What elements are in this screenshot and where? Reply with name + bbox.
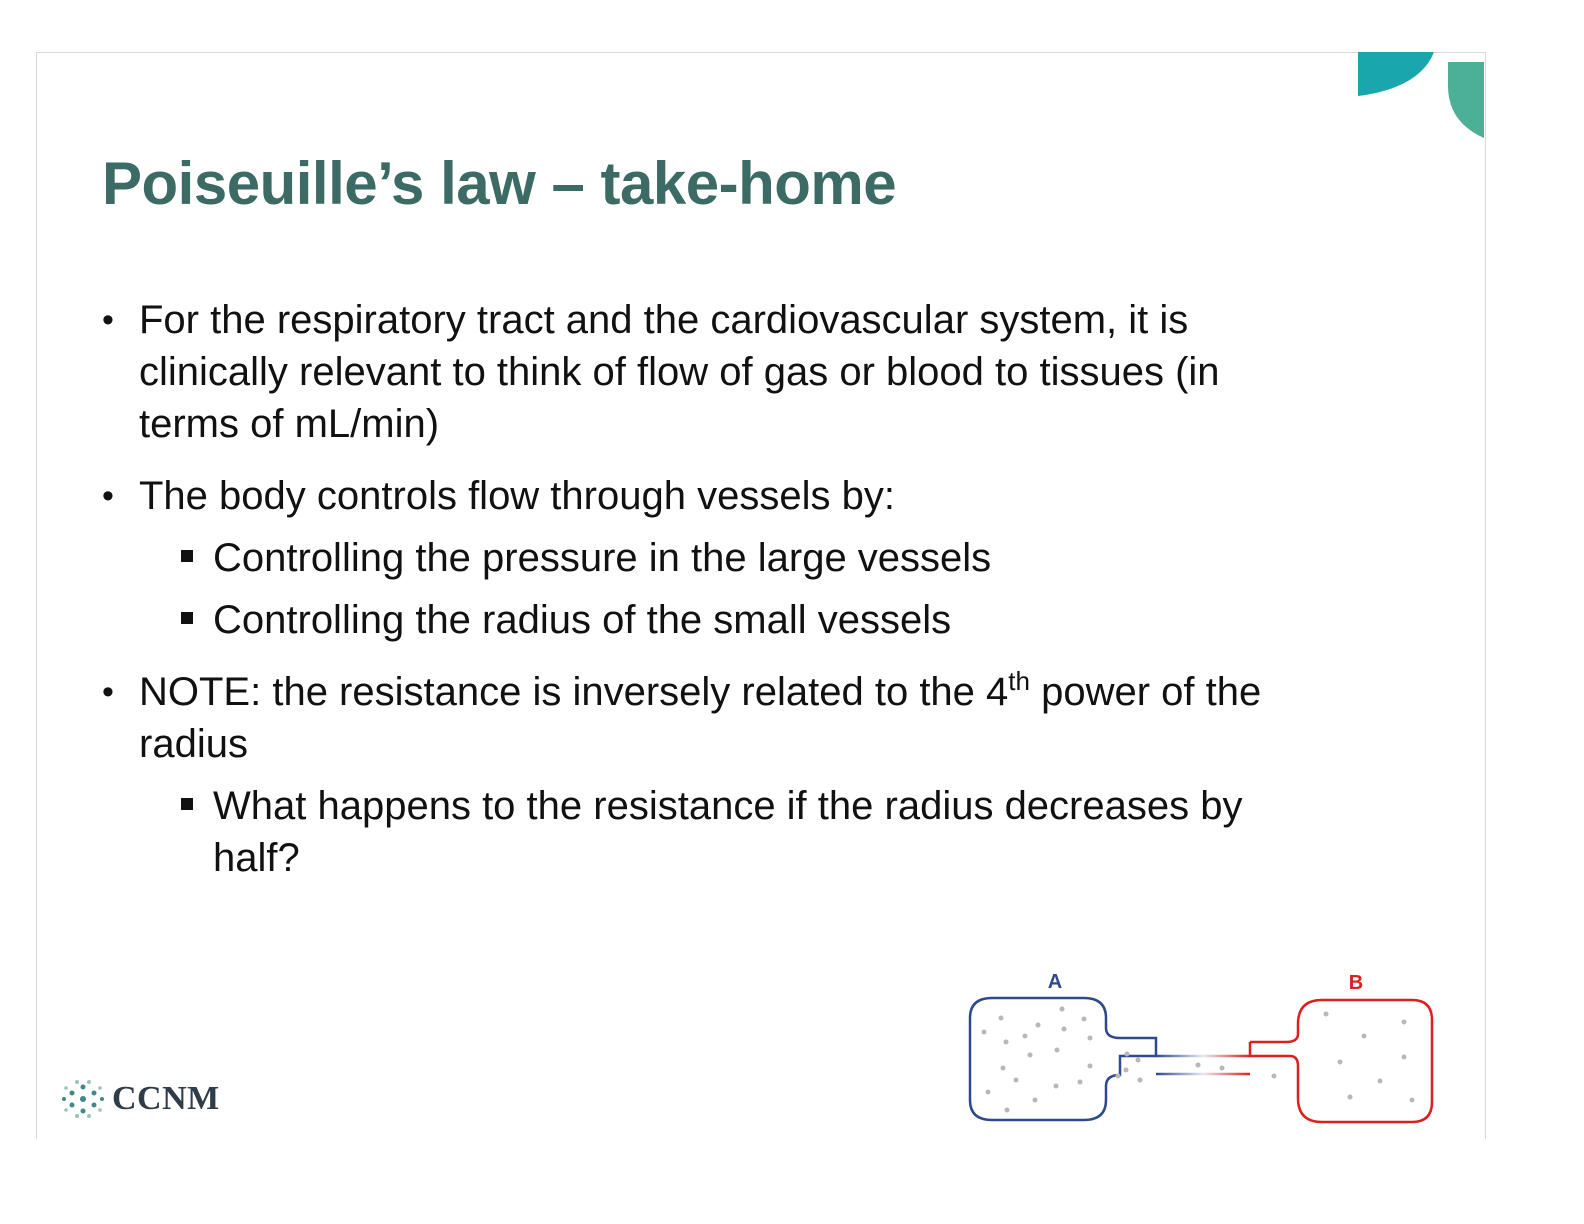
bullet-list: [102, 294, 1322, 904]
sub-bullet-item: [139, 780, 1322, 884]
ccnm-logo: [60, 1078, 220, 1120]
sub-bullet-item: [139, 532, 1322, 584]
bullet-text: For the respiratory tract and the cardiovascular system, it is clinically relevant to think of flow of gas or blood to tissues (in terms of mL/min): [139, 298, 1220, 446]
sub-bullet-text: Controlling the radius of the small vessels: [213, 598, 952, 642]
bullet-dot-icon: •: [102, 673, 114, 711]
bullet-dot-icon: •: [102, 477, 114, 515]
slide-title: Poiseuille’s law – take-home: [102, 150, 897, 217]
bullet-item: [102, 294, 1322, 450]
bullet-text-part: NOTE: the resistance is inversely related to the 4: [139, 670, 1009, 714]
ccnm-cluster-icon: [60, 1078, 106, 1120]
label-a: A: [1047, 971, 1063, 993]
superscript: th: [1008, 666, 1030, 696]
bullet-dot-icon: •: [102, 301, 114, 339]
particles-a: [982, 1007, 1143, 1113]
corner-teal-shape: [1358, 52, 1434, 96]
sub-bullet-list: [139, 532, 1322, 646]
logo-text: CCNM: [112, 1080, 220, 1117]
square-bullet-icon: [181, 550, 193, 562]
sub-bullet-text: Controlling the pressure in the large vessels: [213, 536, 992, 580]
narrow-tube-ends: [1156, 1056, 1250, 1074]
corner-green-shape: [1448, 62, 1484, 138]
label-b: B: [1348, 972, 1364, 994]
chamber-a: [970, 998, 1156, 1120]
square-bullet-icon: [181, 798, 193, 810]
square-bullet-icon: [181, 612, 193, 624]
bullet-text: The body controls flow through vessels by:: [139, 474, 895, 518]
corner-decoration: [1356, 52, 1484, 142]
bullet-text-part: power of the radius: [139, 670, 1262, 766]
vessel-diagram: [960, 962, 1440, 1130]
bullet-item: [102, 666, 1322, 884]
sub-bullet-text: What happens to the resistance if the radius decreases by half?: [213, 784, 1243, 880]
bullet-item: [102, 470, 1322, 646]
particles-tube: [1196, 1063, 1225, 1071]
sub-bullet-item: [139, 594, 1322, 646]
sub-bullet-list: [139, 780, 1322, 884]
narrow-tube: [1156, 1056, 1250, 1074]
